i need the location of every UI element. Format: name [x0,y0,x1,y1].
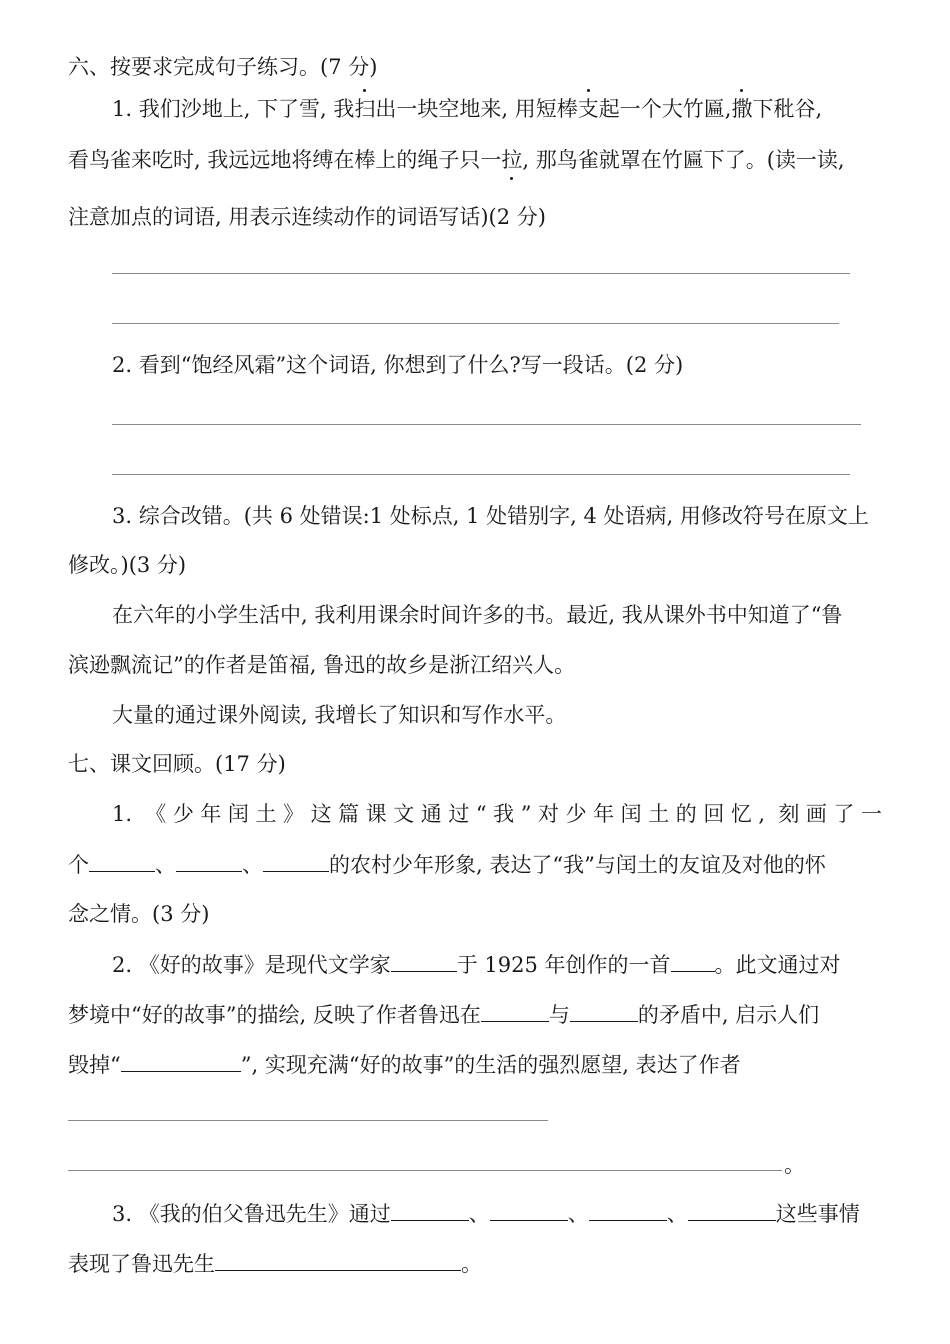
answer-line[interactable] [112,323,839,324]
s6-q1-line3: 注意加点的词语, 用表示连续动作的词语写话)(2 分) [68,205,546,229]
s6-q3-passage1: 在六年的小学生活中, 我利用课余时间许多的书。最近, 我从课外书中知道了“鲁 [112,603,843,627]
emphasis-dot-word: 支 [578,94,599,124]
fill-blank[interactable] [215,1248,461,1271]
fill-blank[interactable] [688,1198,776,1221]
fill-blank[interactable] [391,949,457,972]
s7-q2-line2: 梦境中“好的故事”的描绘, 反映了作者鲁迅在 与 的矛盾中, 启示人们 [68,999,819,1029]
fill-blank[interactable] [176,849,242,872]
fill-blank[interactable] [121,1049,241,1072]
fill-blank[interactable] [589,1198,667,1221]
s6-q1-line2: 看鸟雀来吃时, 我远远地将缚在棒上的绳子只一拉, 那鸟雀就罩在竹匾下了。(读一读, [68,145,845,175]
fill-blank[interactable] [671,949,715,972]
s7-q3-line1: 3. 《我的伯父鲁迅先生》通过 、 、 、 这些事情 [112,1198,860,1228]
answer-line[interactable] [68,1120,548,1121]
fill-blank[interactable] [490,1198,568,1221]
s6-q1-line1: 1. 我们沙地上, 下了雪, 我扫出一块空地来, 用短棒支起一个大竹匾,撒下秕谷, [112,94,822,124]
fill-blank[interactable] [570,999,638,1022]
answer-line[interactable] [112,273,850,274]
s7-q1-line2: 个 、 、 的农村少年形象, 表达了“我”与闰土的友谊及对他的怀 [68,849,826,879]
s6-q3-line2: 修改。)(3 分) [68,553,187,577]
answer-line[interactable] [112,474,850,475]
section-6-title: 六、按要求完成句子练习。(7 分) [68,55,378,79]
s7-q3-line2: 表现了鲁迅先生 。 [68,1248,482,1278]
s7-q2-line3: 毁掉“ ”, 实现充满“好的故事”的生活的强烈愿望, 表达了作者 [68,1049,741,1079]
s7-q2-line1: 2. 《好的故事》是现代文学家 于 1925 年创作的一首 。此文通过对 [112,949,841,979]
s7-q1-line3: 念之情。(3 分) [68,902,210,926]
s6-q3-passage2: 滨逊飘流记”的作者是笛福, 鲁迅的故乡是浙江绍兴人。 [68,653,576,677]
emphasis-dot-word: 拉 [501,145,522,175]
emphasis-dot-word: 扫 [354,94,375,124]
section-7-title: 七、课文回顾。(17 分) [68,752,286,776]
fill-blank[interactable] [481,999,549,1022]
fill-blank[interactable] [89,849,155,872]
period-mark: 。 [784,1153,805,1177]
emphasis-dot-word: 撒 [731,94,752,124]
s7-q1-line1: 1. 《少年闰土》这篇课文通过“我”对少年闰土的回忆, 刻画了一 [112,802,882,826]
s6-q3-passage3: 大量的通过课外阅读, 我增长了知识和写作水平。 [112,703,567,727]
answer-line[interactable] [112,424,861,425]
fill-blank[interactable] [391,1198,469,1221]
s6-q3-line1: 3. 综合改错。(共 6 处错误:1 处标点, 1 处错别字, 4 处语病, 用修改符号在原文上 [112,504,869,528]
fill-blank[interactable] [263,849,329,872]
answer-line[interactable] [68,1170,782,1171]
s6-q2: 2. 看到“饱经风霜”这个词语, 你想到了什么?写一段话。(2 分) [112,353,684,377]
